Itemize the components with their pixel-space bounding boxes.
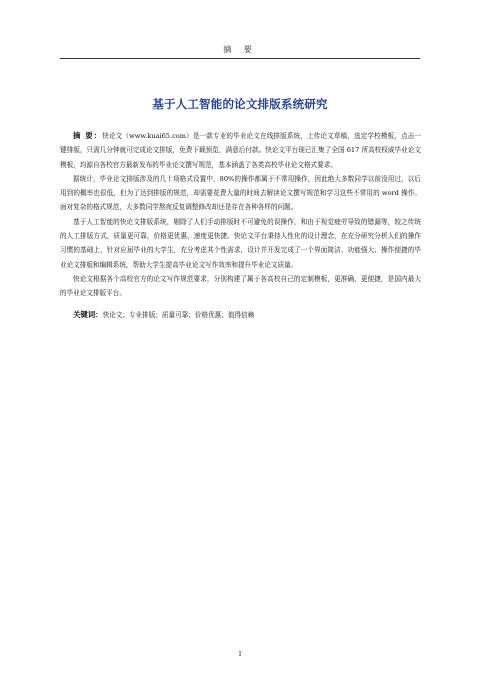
running-header: 摘 要 (223, 45, 257, 54)
abstract-body (60, 129, 421, 322)
keywords-text: 快论文；专业排版；质量可靠；价格优惠；值得信赖 (102, 310, 255, 319)
abstract-paragraph-text: 快论文（www.kuai65.com）是一款专业的毕业论文在线排版系统，上传论文草稿，选定学校模板，点击一键排版，只需几分钟就可完成论文排版，免费下载预览，满意后付款。快论文平台现已汇集了全国 617 所高校权威毕业论文模板，均源自各校官方最新发布的毕业论文撰写规范，基本涵盖了各类高校毕业论文格式要求。 (60, 132, 421, 169)
abstract-paragraph: 基于人工智能的快论文排版系统，剔除了人们手动排版时不可避免的误操作，和由于视觉疲劳导致的错漏等，较之传统的人工排版方式，质量更可靠，价格更优惠，速度更快捷。快论文平台秉持人性化的设计理念，在充分研究分析人们的操作习惯的基础上，针对应届毕业的大学生，充分考虑其个性需求，设计并开发完成了一个界面简洁、功能强大、操作便捷的毕业论文排版和编辑系统，帮助大学生提高毕业论文写作效率和提升毕业论文质量。 (60, 217, 421, 269)
abstract-paragraph: 据统计，毕业论文排版涉及的几十项格式设置中，80%的操作都属于不常用操作，因此绝大多数同学以前没用过，以后用到的概率也很低，但为了达到排版的规范，却需要花费大量的时间去解读论文撰写规范和学习这些不常用的 word 操作。面对复杂的格式规范，大多数同学熬夜反复调整修改却还是存在各种各样的问题。 (60, 174, 421, 212)
keywords-line (60, 308, 421, 322)
abstract-paragraph: 快论文根据各个高校官方的论文写作规范要求，分别构建了属于各高校自己的定制模板，更准确，更便捷，是国内最大的毕业论文排版平台。 (60, 274, 421, 298)
abstract-paragraph (60, 129, 421, 172)
abstract-label: 摘 要： (73, 131, 103, 140)
header-rule (60, 58, 420, 59)
keywords-label: 关键词： (73, 309, 103, 319)
page-number: I (238, 650, 242, 658)
document-title: 基于人工智能的论文排版系统研究 (152, 97, 328, 111)
